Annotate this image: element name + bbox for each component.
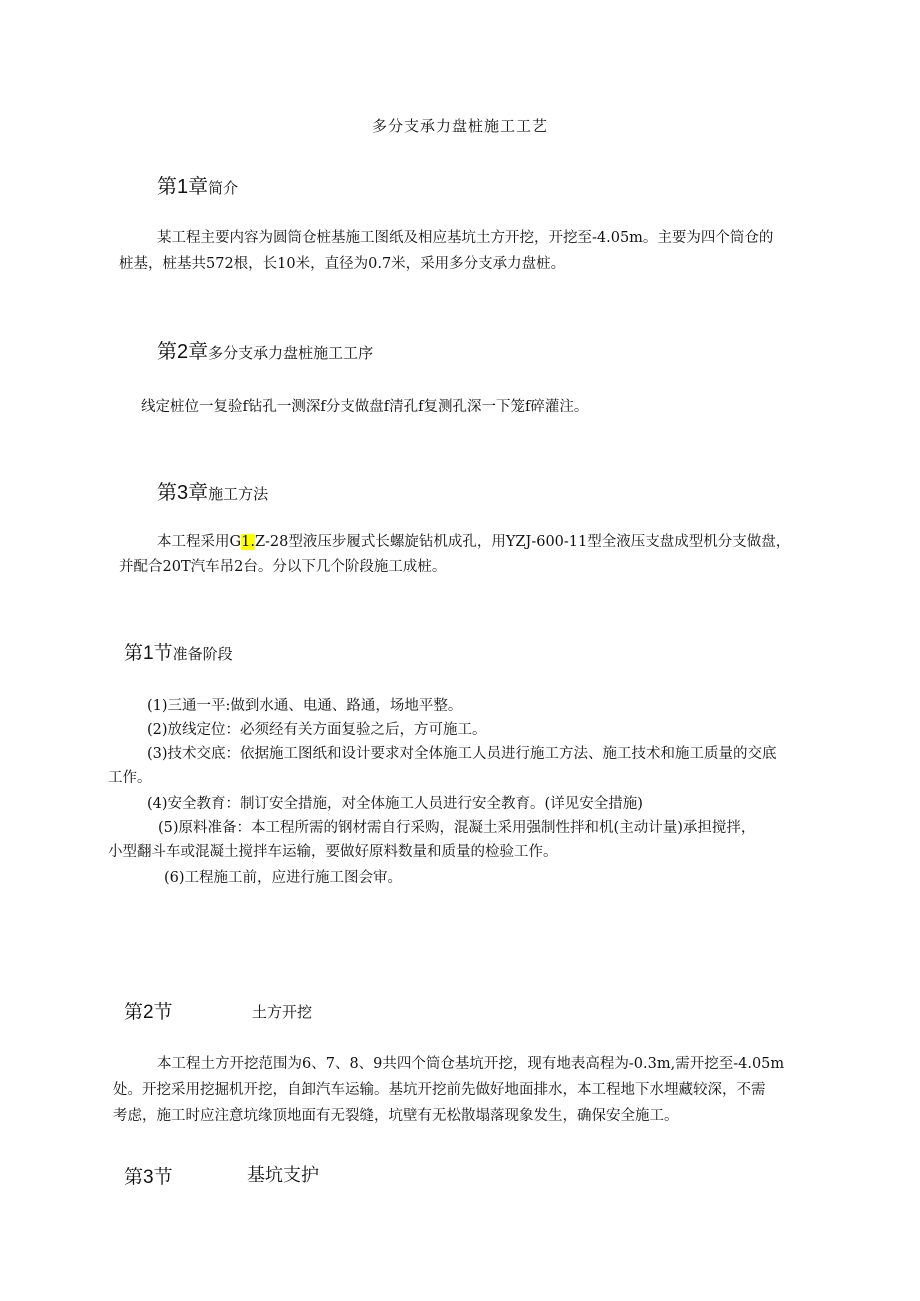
highlighted-text: 1. [241, 534, 255, 550]
section-title: 土方开挖 [252, 1003, 313, 1021]
section-1-heading [124, 638, 233, 665]
section-2-title [252, 1001, 312, 1022]
section-number: 第2节 [124, 1002, 173, 1023]
paragraph-line: 处。开挖采用挖掘机开挖，自卸汽车运输。基坑开挖前先做好地面排水，本工程地下水埋藏较深，不需 [113, 1082, 766, 1098]
chapter-number: 第2章 [157, 341, 209, 363]
section-number: 第1节 [124, 643, 173, 664]
list-item: (2)放线定位：必须经有关方面复验之后，方可施工。 [147, 722, 487, 738]
chapter-title: 多分支承力盘桩施工工序 [208, 344, 374, 362]
list-item: (6)工程施工前，应进行施工图会审。 [164, 870, 403, 886]
paragraph-line: 本工程土方开挖范围为6、7、8、9共四个筒仓基坑开挖，现有地表高程为-0.3m,需开挖至-4.05m [157, 1056, 785, 1072]
list-item: (3)技术交底：依据施工图纸和设计要求对全体施工人员进行施工方法、施工技术和施工质量的交底 [147, 746, 777, 762]
paragraph-line: 线定桩位一复验f钻孔一测深f分支做盘f清孔f复测孔深一下笼f碎灌注。 [141, 399, 589, 415]
paragraph-line: 考虑，施工时应注意坑缘顶地面有无裂缝，坑壁有无松散塌落现象发生，确保安全施工。 [113, 1108, 679, 1124]
chapter-title: 施工方法 [208, 485, 269, 503]
paragraph-line: 桩基，桩基共572根，长10米，直径为0.7米，采用多分支承力盘桩。 [119, 256, 566, 272]
list-item-continuation: 小型翻斗车或混凝土搅拌车运输，要做好原料数量和质量的检验工作。 [108, 844, 558, 860]
paragraph-line: 某工程主要内容为圆筒仓桩基施工图纸及相应基坑土方开挖，开挖至-4.05m。主要为四个筒仓的 [157, 230, 774, 246]
chapter-1-heading [157, 170, 238, 199]
list-item: (5)原料准备：本工程所需的钢材需自行采购，混凝土采用强制性拌和机(主动计量)承担搅拌， [158, 820, 756, 836]
chapter-number: 第1章 [157, 176, 209, 198]
section-3-title: 基坑支护 [247, 1165, 319, 1186]
paragraph-line: 并配合20T汽车吊2台。分以下几个阶段施工成桩。 [119, 559, 447, 575]
document-title: 多分支承力盘桩施工工艺 [371, 117, 548, 135]
list-item-continuation: 工作。 [108, 770, 152, 786]
chapter-title: 简介 [208, 179, 239, 197]
text-run: 本工程采用G [157, 534, 242, 550]
chapter-2-heading [157, 335, 373, 364]
section-number: 第3节 [124, 1167, 173, 1188]
list-item: (4)安全教育：制订安全措施，对全体施工人员进行安全教育。(详见安全措施) [147, 796, 643, 812]
section-title: 准备阶段 [172, 645, 233, 663]
paragraph-line [157, 530, 790, 554]
chapter-3-heading [157, 476, 268, 505]
chapter-number: 第3章 [157, 482, 209, 504]
section-2-heading [124, 997, 173, 1024]
text-run: Z-28型液压步履式长螺旋钻机成孔，用YZJ-600-11型全液压支盘成型机分支做盘， [254, 534, 791, 550]
list-item: (1)三通一平:做到水通、电通、路通，场地平整。 [147, 698, 463, 714]
section-3-heading [124, 1162, 173, 1189]
